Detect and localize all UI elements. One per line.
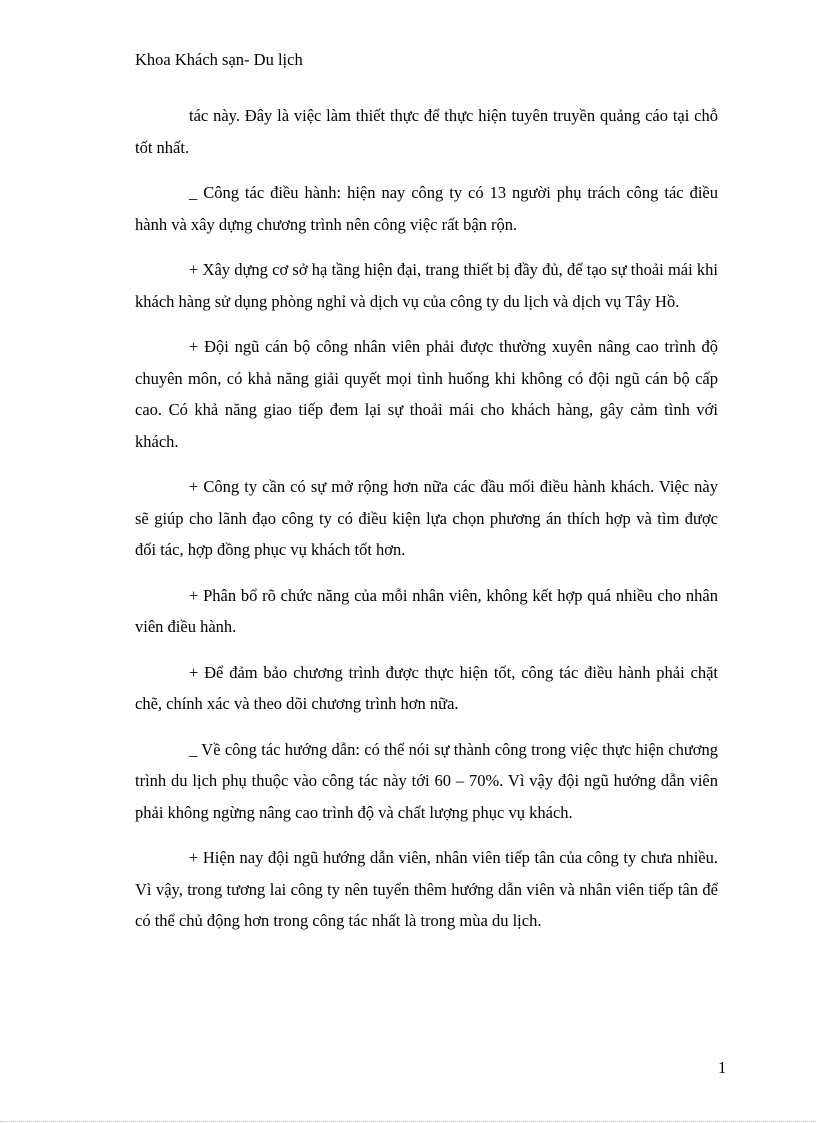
paragraph: + Xây dựng cơ sở hạ tầng hiện đại, trang thiết bị đầy đủ, để tạo sự thoải mái khi khách hàng sử dụng phòng nghỉ và dịch vụ của công ty du lịch và dịch vụ Tây Hồ. <box>135 260 718 311</box>
paragraph: + Công ty cần có sự mở rộng hơn nữa các đầu mối điều hành khách. Việc này sẽ giúp cho lãnh đạo công ty có điều kiện lựa chọn phương án thích hợp và tìm được đối tác, hợp đồng phục vụ khách tốt hơn. <box>135 477 718 559</box>
paragraph: + Đội ngũ cán bộ công nhân viên phải được thường xuyên nâng cao trình độ chuyên môn, có khả năng giải quyết mọi tình huống khi không có đội ngũ cán bộ cấp cao. Có khả năng giao tiếp đem lại sự thoải mái cho khách hàng, gây cảm tình với khách. <box>135 337 718 451</box>
page-number: 1 <box>718 1058 727 1077</box>
paragraph: _ Về công tác hướng dẫn: có thể nói sự thành công trong việc thực hiện chương trình du lịch phụ thuộc vào công tác này tới 60 – 70%. Vì vậy đội ngũ hướng dẫn viên phải không ngừng nâng cao trình độ và chất lượng phục vụ khách. <box>135 739 718 822</box>
body-text <box>135 100 718 951</box>
paragraph: tác này. Đây là việc làm thiết thực để thực hiện tuyên truyền quảng cáo tại chỗ tốt nhất. <box>135 106 718 157</box>
paragraph: _ Công tác điều hành: hiện nay công ty có 13 người phụ trách công tác điều hành và xây dựng chương trình nên công việc rất bận rộn. <box>135 183 718 234</box>
page-header: Khoa Khách sạn- Du lịch <box>135 50 303 69</box>
paragraph: + Hiện nay đội ngũ hướng dẫn viên, nhân viên tiếp tân của công ty chưa nhiều. Vì vậy, trong tương lai công ty nên tuyển thêm hướng dẫn viên và nhân viên tiếp tân để có thể chủ động hơn trong công tác nhất là trong mùa du lịch. <box>135 848 718 930</box>
page-bottom-divider <box>0 1121 816 1122</box>
paragraph: + Phân bổ rõ chức năng của mỗi nhân viên, không kết hợp quá nhiều cho nhân viên điều hành. <box>135 585 718 636</box>
paragraph: + Để đảm bảo chương trình được thực hiện tốt, công tác điều hành phải chặt chẽ, chính xác và theo dõi chương trình hơn nữa. <box>135 662 718 713</box>
